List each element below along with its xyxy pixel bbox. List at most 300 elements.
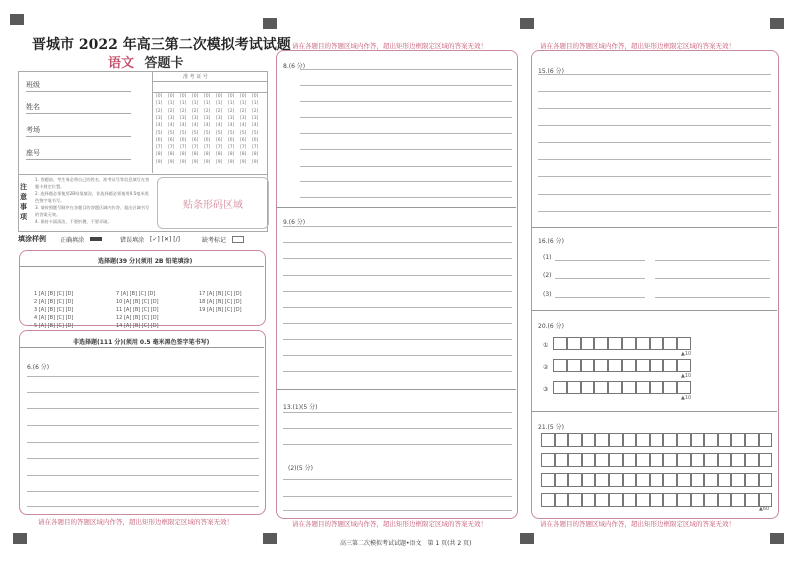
digit-bubble[interactable]: [9] [228, 159, 235, 165]
digit-bubble[interactable]: [1] [216, 101, 223, 107]
digit-bubble[interactable]: [8] [180, 152, 187, 158]
corner-mark [520, 533, 534, 544]
wrong-fill-samples: [✓] [✕] [/] [150, 235, 180, 243]
digit-bubble[interactable]: [4] [156, 123, 163, 129]
digit-bubble[interactable]: [6] [252, 137, 259, 143]
notes-label: 注意事项 [20, 183, 27, 221]
col3-box [531, 50, 779, 519]
grid-cell[interactable] [609, 453, 623, 467]
answer-line[interactable] [538, 159, 771, 160]
digit-bubble[interactable]: [8] [204, 152, 211, 158]
q9-label: 9.(6 分) [283, 219, 306, 226]
grid-cell[interactable] [663, 433, 677, 447]
grid-cell[interactable] [636, 337, 650, 350]
answer-line[interactable] [283, 371, 512, 372]
grid-cell[interactable] [636, 381, 650, 394]
grid-cell[interactable] [594, 359, 608, 372]
page-footer: 高三第二次模拟考试试题•语文 第 1 页(共 2 页) [340, 540, 472, 547]
grid-cell[interactable] [759, 433, 773, 447]
digit-bubble[interactable]: [5] [168, 130, 175, 136]
digit-bubble[interactable]: [4] [168, 123, 175, 129]
grid-cell[interactable] [553, 359, 567, 372]
digit-bubble[interactable]: [0] [216, 94, 223, 99]
digit-bubble[interactable]: [7] [216, 145, 223, 151]
answer-line[interactable] [27, 408, 259, 409]
answer-line[interactable] [655, 278, 770, 279]
digit-bubble[interactable]: [3] [168, 115, 175, 121]
grid-cell[interactable] [568, 473, 582, 487]
grid-cell[interactable] [718, 453, 732, 467]
grid-cell[interactable] [745, 493, 759, 507]
digit-bubble[interactable]: [2] [168, 108, 175, 114]
grid-cell[interactable] [567, 337, 581, 350]
digit-bubble[interactable]: [0] [204, 94, 211, 99]
digit-bubble[interactable]: [6] [156, 137, 163, 143]
field-class[interactable]: 班级 [26, 80, 131, 92]
answer-line[interactable] [300, 149, 512, 150]
grid-cell[interactable] [704, 473, 718, 487]
grid-cell[interactable] [731, 453, 745, 467]
answer-line[interactable] [27, 442, 259, 443]
q13-label: 13.(1)(5 分) [283, 404, 318, 411]
answer-line[interactable] [538, 91, 771, 92]
grid-cell[interactable] [609, 473, 623, 487]
grid-cell[interactable] [608, 337, 622, 350]
digit-bubble[interactable]: [6] [240, 137, 247, 143]
digit-bubble[interactable]: [4] [192, 123, 199, 129]
q20-grid[interactable] [553, 337, 691, 350]
notes-list [35, 176, 153, 225]
digit-bubble[interactable]: [5] [216, 130, 223, 136]
digit-bubble[interactable]: [0] [156, 94, 163, 99]
grid-cell[interactable] [677, 493, 691, 507]
grid-cell[interactable] [636, 433, 650, 447]
digit-bubble[interactable]: [4] [216, 123, 223, 129]
corner-mark [520, 18, 534, 29]
nonmc-section [19, 330, 266, 515]
grid-cell[interactable] [622, 359, 636, 372]
grid-cell[interactable] [609, 433, 623, 447]
answer-line[interactable] [555, 297, 645, 298]
answer-line[interactable] [283, 323, 512, 324]
digit-bubble[interactable]: [9] [192, 159, 199, 165]
grid-cell[interactable] [663, 473, 677, 487]
digit-bubble[interactable]: [7] [156, 145, 163, 151]
grid-cell[interactable] [691, 433, 705, 447]
grid-cell[interactable] [745, 473, 759, 487]
digit-bubble[interactable]: [9] [204, 159, 211, 165]
digit-bubble[interactable]: [4] [240, 123, 247, 129]
q16-part-1: (1) [543, 254, 552, 261]
wrong-fill-label: 错误填涂 [120, 236, 145, 244]
answer-line[interactable] [538, 211, 771, 212]
answer-line[interactable] [283, 291, 512, 292]
digit-bubble[interactable]: [6] [216, 137, 223, 143]
answer-line[interactable] [283, 275, 512, 276]
grid-cell[interactable] [677, 453, 691, 467]
grid-cell[interactable] [745, 453, 759, 467]
digit-bubble[interactable]: [7] [252, 145, 259, 151]
digit-bubble[interactable]: [7] [180, 145, 187, 151]
digit-bubble[interactable]: [2] [156, 108, 163, 114]
grid-cell[interactable] [731, 493, 745, 507]
answer-line[interactable] [27, 425, 259, 426]
grid-cell[interactable] [623, 453, 637, 467]
digit-bubble[interactable]: [3] [204, 115, 211, 121]
q13b-label: (2)(5 分) [288, 465, 313, 472]
answer-line[interactable] [538, 108, 771, 109]
answer-line[interactable] [283, 226, 512, 227]
digit-bubble[interactable]: [2] [252, 108, 259, 114]
grid-cell[interactable] [595, 453, 609, 467]
grid-cell[interactable] [691, 493, 705, 507]
digit-bubble[interactable]: [5] [192, 130, 199, 136]
digit-bubble[interactable]: [3] [156, 115, 163, 121]
digit-bubble[interactable]: [0] [180, 94, 187, 99]
q21-grid[interactable] [541, 473, 772, 487]
grid-cell[interactable] [745, 433, 759, 447]
grid-cell[interactable] [691, 453, 705, 467]
digit-bubble[interactable]: [0] [240, 94, 247, 99]
digit-bubble[interactable]: [1] [156, 101, 163, 107]
grid-cell[interactable] [718, 473, 732, 487]
grid-cell[interactable] [704, 433, 718, 447]
grid-cell[interactable] [663, 359, 677, 372]
grid-cell[interactable] [636, 473, 650, 487]
answer-line[interactable] [283, 510, 512, 511]
note-item: 3. 请按照题号顺序在各题目的答题区域内作答，超出区域书写的答案无效。 [35, 205, 150, 217]
grid-cell[interactable] [663, 493, 677, 507]
answer-line[interactable] [655, 297, 770, 298]
digit-bubble[interactable]: [8] [156, 152, 163, 158]
answer-line[interactable] [300, 117, 512, 118]
corner-mark [263, 18, 277, 29]
grid-cell[interactable] [622, 337, 636, 350]
grid-cell[interactable] [731, 433, 745, 447]
answer-line[interactable] [538, 125, 771, 126]
grid-cell[interactable] [677, 381, 691, 394]
absent-mark-box[interactable] [232, 236, 244, 243]
answer-line[interactable] [555, 278, 645, 279]
q20-part-2: ② [543, 364, 549, 371]
col2-divider [276, 207, 516, 208]
grid-cell[interactable] [541, 433, 555, 447]
fill-example-label: 填涂样例 [18, 235, 46, 243]
answer-line[interactable] [300, 101, 512, 102]
field-seat[interactable]: 座号 [26, 148, 131, 160]
grid-cell[interactable] [731, 473, 745, 487]
digit-bubble[interactable]: [3] [252, 115, 259, 121]
digit-bubble[interactable]: [4] [252, 123, 259, 129]
grid-cell[interactable] [541, 473, 555, 487]
grid-cell[interactable] [650, 381, 664, 394]
answer-line[interactable] [283, 496, 512, 497]
grid-cell[interactable] [555, 493, 569, 507]
digit-bubble[interactable]: [8] [252, 152, 259, 158]
q20-count-2: ▲10 [681, 373, 692, 379]
grid-cell[interactable] [650, 493, 664, 507]
grid-cell[interactable] [759, 473, 773, 487]
warning-col3-top: 请在各题目的答题区域内作答，超出矩形边框限定区域的答案无效！ [540, 42, 735, 50]
grid-cell[interactable] [691, 473, 705, 487]
grid-cell[interactable] [567, 359, 581, 372]
answer-line[interactable] [283, 444, 512, 445]
grid-cell[interactable] [594, 381, 608, 394]
mc-group-1[interactable]: 1 [A] [B] [C] [D] 2 [A] [B] [C] [D] 3 [A] [B] [C] [D] 4 [A] [B] [C] [D] 5 [A] [B] [C] [D] [34, 291, 74, 329]
grid-cell[interactable] [650, 473, 664, 487]
digit-bubble[interactable]: [8] [192, 152, 199, 158]
digit-bubble[interactable]: [3] [240, 115, 247, 121]
answer-line[interactable] [283, 428, 512, 429]
corner-mark [13, 533, 27, 544]
grid-cell[interactable] [568, 433, 582, 447]
digit-bubble[interactable]: [5] [252, 130, 259, 136]
answer-line[interactable] [283, 339, 512, 340]
grid-cell[interactable] [704, 493, 718, 507]
grid-cell[interactable] [623, 433, 637, 447]
subject-title [108, 52, 184, 71]
barcode-area [157, 177, 269, 229]
nonmc-title: 非选择题(111 分)(须用 0.5 毫米黑色签字笔书写) [73, 339, 210, 346]
digit-bubble[interactable]: [7] [228, 145, 235, 151]
digit-bubble[interactable]: [9] [168, 159, 175, 165]
note-item: 1. 答题前，考生务必将自己的姓名、准考证号等信息填写在答题卡规定位置。 [35, 177, 150, 189]
correct-fill-sample [90, 237, 102, 241]
grid-cell[interactable] [594, 337, 608, 350]
grid-cell[interactable] [663, 381, 677, 394]
col3-divider [531, 411, 777, 412]
answer-line[interactable] [300, 166, 512, 167]
answer-line[interactable] [27, 506, 259, 507]
q20-label: 20.(6 分) [538, 323, 564, 330]
digit-bubble[interactable]: [9] [216, 159, 223, 165]
digit-bubble[interactable]: [9] [240, 159, 247, 165]
answer-line[interactable] [555, 260, 645, 261]
digit-bubble[interactable]: [2] [192, 108, 199, 114]
digit-bubble[interactable]: [1] [240, 101, 247, 107]
grid-cell[interactable] [650, 433, 664, 447]
answer-line[interactable] [283, 307, 512, 308]
digit-bubble[interactable]: [5] [204, 130, 211, 136]
grid-cell[interactable] [759, 493, 773, 507]
grid-cell[interactable] [636, 359, 650, 372]
grid-cell[interactable] [582, 493, 596, 507]
grid-cell[interactable] [608, 381, 622, 394]
mc-group-2[interactable]: 7 [A] [B] [C] [D] 10 [A] [B] [C] [D] 11 [A] [B] [C] [D] 12 [A] [B] [C] [D] 14 [A] [B] [C] [D] [116, 291, 159, 329]
digit-bubble[interactable]: [1] [252, 101, 259, 107]
digit-bubble[interactable]: [0] [192, 94, 199, 99]
digit-bubble[interactable]: [0] [228, 94, 235, 99]
digit-bubble[interactable]: [1] [204, 101, 211, 107]
answer-line[interactable] [27, 458, 259, 459]
grid-cell[interactable] [555, 473, 569, 487]
grid-cell[interactable] [718, 493, 732, 507]
q16-part-2: (2) [543, 272, 552, 279]
q15-label: 15.(6 分) [538, 68, 564, 75]
warning-col2: 请在各题目的答题区域内作答，超出矩形边框限定区域的答案无效！ [292, 520, 487, 528]
subject-label: 语文 [108, 56, 135, 71]
answer-line[interactable] [538, 142, 771, 143]
grid-cell[interactable] [677, 433, 691, 447]
digit-bubble[interactable]: [7] [204, 145, 211, 151]
corner-mark [263, 533, 277, 544]
grid-cell[interactable] [567, 381, 581, 394]
digit-bubble[interactable]: [6] [168, 137, 175, 143]
digit-bubble[interactable]: [1] [168, 101, 175, 107]
exam-title: 晋城市 2022 年高三第二次模拟考试试题 [32, 37, 291, 53]
exam-number-boxes[interactable] [153, 81, 267, 93]
digit-bubble[interactable]: [4] [180, 123, 187, 129]
grid-cell[interactable] [568, 453, 582, 467]
digit-bubble[interactable]: [6] [192, 137, 199, 143]
field-room[interactable]: 考场 [26, 125, 131, 137]
grid-cell[interactable] [581, 359, 595, 372]
digit-bubble[interactable]: [7] [168, 145, 175, 151]
digit-bubble[interactable]: [9] [180, 159, 187, 165]
digit-bubble[interactable]: [8] [240, 152, 247, 158]
answer-line[interactable] [300, 181, 512, 182]
warning-col1: 请在各题目的答题区域内作答，超出矩形边框限定区域的答案无效！ [38, 518, 233, 526]
grid-cell[interactable] [581, 337, 595, 350]
grid-cell[interactable] [541, 493, 555, 507]
answer-line[interactable] [283, 258, 512, 259]
grid-cell[interactable] [650, 359, 664, 372]
mc-group-3[interactable]: 17 [A] [B] [C] [D] 18 [A] [B] [C] [D] 19 [A] [B] [C] [D] [199, 291, 242, 313]
digit-bubble[interactable]: [2] [216, 108, 223, 114]
grid-cell[interactable] [608, 359, 622, 372]
digit-bubble[interactable]: [4] [228, 123, 235, 129]
grid-cell[interactable] [595, 493, 609, 507]
digit-bubble[interactable]: [7] [192, 145, 199, 151]
digit-bubble[interactable]: [4] [204, 123, 211, 129]
digit-bubble[interactable]: [7] [240, 145, 247, 151]
grid-cell[interactable] [553, 337, 567, 350]
digit-bubble[interactable]: [3] [216, 115, 223, 121]
grid-cell[interactable] [568, 493, 582, 507]
grid-cell[interactable] [704, 453, 718, 467]
corner-mark [10, 14, 24, 25]
grid-cell[interactable] [622, 381, 636, 394]
grid-cell[interactable] [541, 453, 555, 467]
grid-cell[interactable] [555, 433, 569, 447]
answer-line[interactable] [283, 479, 512, 480]
answer-line[interactable] [27, 491, 259, 492]
grid-cell[interactable] [759, 453, 773, 467]
grid-cell[interactable] [555, 453, 569, 467]
grid-cell[interactable] [677, 473, 691, 487]
grid-cell[interactable] [650, 337, 664, 350]
q21-grid[interactable] [541, 433, 772, 447]
q20-grid[interactable] [553, 381, 691, 394]
digit-bubble[interactable]: [2] [204, 108, 211, 114]
digit-bubble[interactable]: [6] [204, 137, 211, 143]
grid-cell[interactable] [663, 337, 677, 350]
digit-bubble[interactable]: [2] [240, 108, 247, 114]
answer-line[interactable] [538, 194, 771, 195]
grid-cell[interactable] [595, 473, 609, 487]
digit-bubble[interactable]: [0] [168, 94, 175, 99]
answer-line[interactable] [283, 355, 512, 356]
answer-line[interactable] [27, 475, 259, 476]
mc-title: 选择题(39 分)(须用 2B 铅笔填涂) [98, 258, 193, 265]
digit-bubble[interactable]: [5] [240, 130, 247, 136]
digit-bubble[interactable]: [6] [180, 137, 187, 143]
digit-bubble[interactable]: [8] [216, 152, 223, 158]
grid-cell[interactable] [582, 433, 596, 447]
digit-bubble[interactable]: [2] [228, 108, 235, 114]
digit-bubble[interactable]: [9] [252, 159, 259, 165]
digit-bubble[interactable]: [5] [180, 130, 187, 136]
exam-number-grid [152, 71, 267, 173]
grid-cell[interactable] [582, 473, 596, 487]
grid-cell[interactable] [663, 453, 677, 467]
q21-grid[interactable] [541, 453, 772, 467]
corner-mark [770, 533, 784, 544]
answer-line[interactable] [27, 376, 259, 377]
grid-cell[interactable] [609, 493, 623, 507]
grid-cell[interactable] [595, 433, 609, 447]
grid-cell[interactable] [582, 453, 596, 467]
grid-cell[interactable] [623, 473, 637, 487]
digit-bubble[interactable]: [5] [156, 130, 163, 136]
digit-bubble[interactable]: [6] [228, 137, 235, 143]
answer-line[interactable] [300, 69, 512, 70]
answer-line[interactable] [300, 197, 512, 198]
field-name[interactable]: 姓名 [26, 102, 131, 114]
answer-line[interactable] [300, 133, 512, 134]
q21-grid[interactable] [541, 493, 772, 507]
digit-bubble[interactable]: [0] [252, 94, 259, 99]
fill-example [18, 233, 266, 245]
note-item: 2. 选择题必须使用2B铅笔填涂，非选择题必须使用0.5毫米黑色签字笔书写。 [35, 191, 149, 203]
digit-bubble[interactable]: [3] [228, 115, 235, 121]
grid-cell[interactable] [718, 433, 732, 447]
digit-bubble[interactable]: [1] [192, 101, 199, 107]
mc-title-rule [19, 266, 264, 267]
q16-label: 16.(6 分) [538, 238, 564, 245]
answer-line[interactable] [27, 392, 259, 393]
grid-cell[interactable] [677, 337, 691, 350]
digit-bubble[interactable]: [2] [180, 108, 187, 114]
digit-bubble[interactable]: [5] [228, 130, 235, 136]
digit-bubble[interactable]: [8] [168, 152, 175, 158]
grid-cell[interactable] [677, 359, 691, 372]
answer-line[interactable] [283, 412, 512, 413]
answer-line[interactable] [538, 176, 771, 177]
digit-bubble[interactable]: [3] [180, 115, 187, 121]
grid-cell[interactable] [581, 381, 595, 394]
col3-divider [531, 310, 777, 311]
q20-grid[interactable] [553, 359, 691, 372]
grid-cell[interactable] [636, 493, 650, 507]
grid-cell[interactable] [636, 453, 650, 467]
answer-line[interactable] [655, 260, 770, 261]
corner-mark [770, 18, 784, 29]
q16-part-3: (3) [543, 291, 552, 298]
grid-cell[interactable] [553, 381, 567, 394]
grid-cell[interactable] [650, 453, 664, 467]
digit-bubble[interactable]: [1] [228, 101, 235, 107]
digit-bubble[interactable]: [8] [228, 152, 235, 158]
digit-bubble[interactable]: [1] [180, 101, 187, 107]
digit-bubble[interactable]: [9] [156, 159, 163, 165]
answer-line[interactable] [538, 74, 771, 75]
digit-bubble[interactable]: [3] [192, 115, 199, 121]
q20-part-1: ① [543, 342, 549, 349]
grid-cell[interactable] [623, 493, 637, 507]
answer-line[interactable] [283, 242, 512, 243]
answer-line[interactable] [300, 85, 512, 86]
